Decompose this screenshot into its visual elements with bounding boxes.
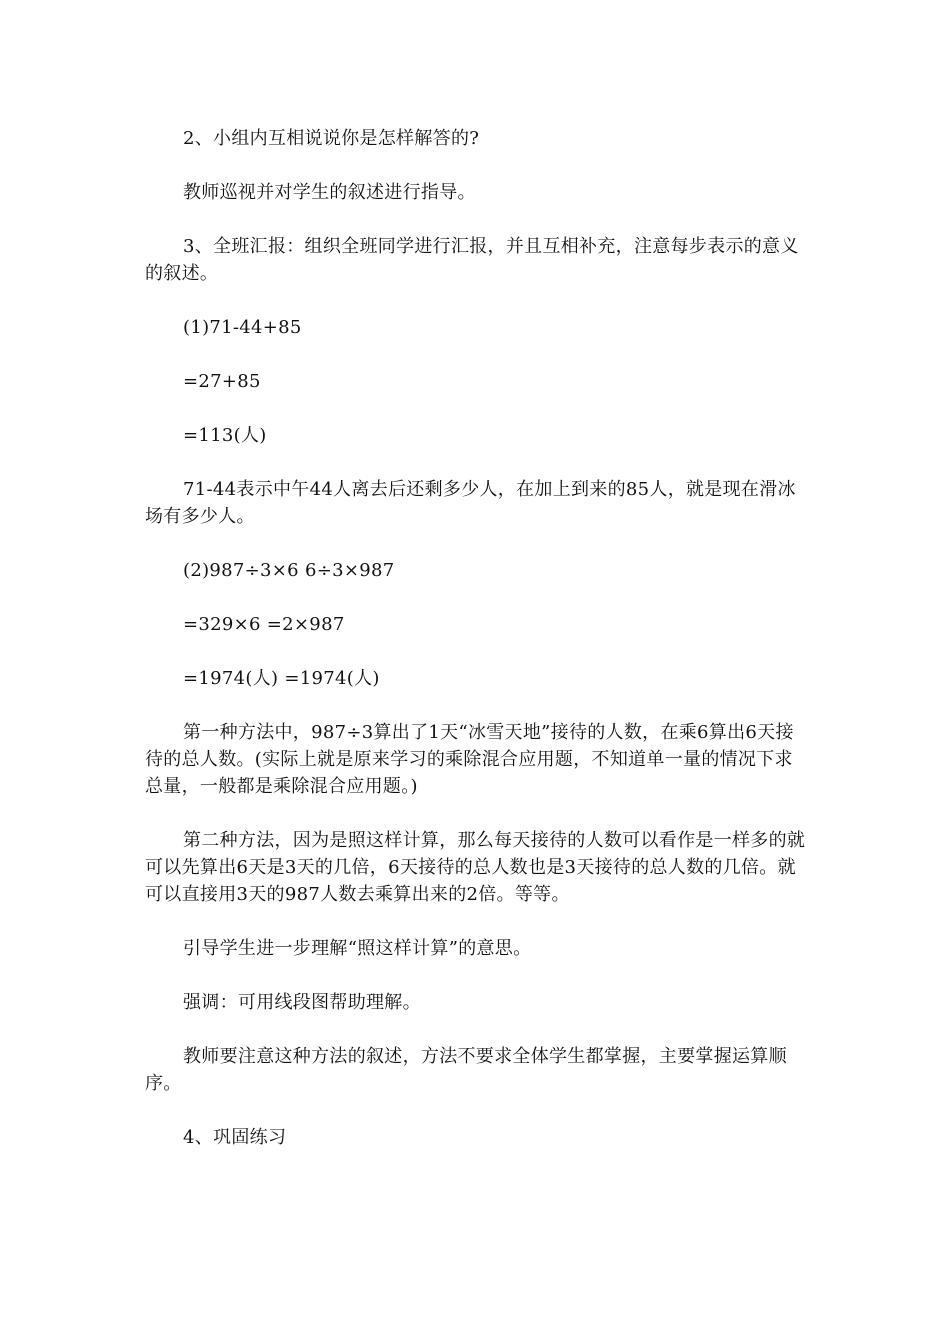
teacher-guidance-paragraph: 教师巡视并对学生的叙述进行指导。 <box>183 182 476 203</box>
equation-2-line-3: =1974(人) =1974(人) <box>183 668 380 689</box>
equation-2-line-1: (2)987÷3×6 6÷3×987 <box>183 560 395 581</box>
step-3-paragraph: 3、全班汇报：组织全班同学进行汇报，并且互相补充，注意每步表示的意义的叙述。 <box>145 236 799 284</box>
equation-1-line-3: =113(人) <box>183 425 267 446</box>
teacher-note-paragraph: 教师要注意这种方法的叙述，方法不要求全体学生都掌握，主要掌握运算顺序。 <box>145 1046 787 1094</box>
step-2-paragraph: 2、小组内互相说说你是怎样解答的? <box>183 128 480 149</box>
emphasis-paragraph: 强调：可用线段图帮助理解。 <box>183 992 421 1013</box>
equation-2-line-2: =329×6 =2×987 <box>183 614 345 635</box>
explanation-1-paragraph: 71-44表示中午44人离去后还剩多少人，在加上到来的85人，就是现在滑冰场有多少人。 <box>145 479 796 527</box>
equation-1-line-1: (1)71-44+85 <box>183 317 302 338</box>
step-4-heading: 4、巩固练习 <box>183 1127 287 1148</box>
guide-paragraph: 引导学生进一步理解“照这样计算”的意思。 <box>183 938 532 959</box>
method-2-paragraph: 第二种方法，因为是照这样计算，那么每天接待的人数可以看作是一样多的就可以先算出6天是3天的几倍，6天接待的总人数也是3天接待的总人数的几倍。就可以直接用3天的987人数去乘算出来的2倍。等等。 <box>145 830 806 905</box>
method-1-paragraph: 第一种方法中，987÷3算出了1天“冰雪天地”接待的人数，在乘6算出6天接待的总人数。(实际上就是原来学习的乘除混合应用题，不知道单一量的情况下求总量，一般都是乘除混合应用题。) <box>145 722 794 797</box>
equation-1-line-2: =27+85 <box>183 371 261 392</box>
